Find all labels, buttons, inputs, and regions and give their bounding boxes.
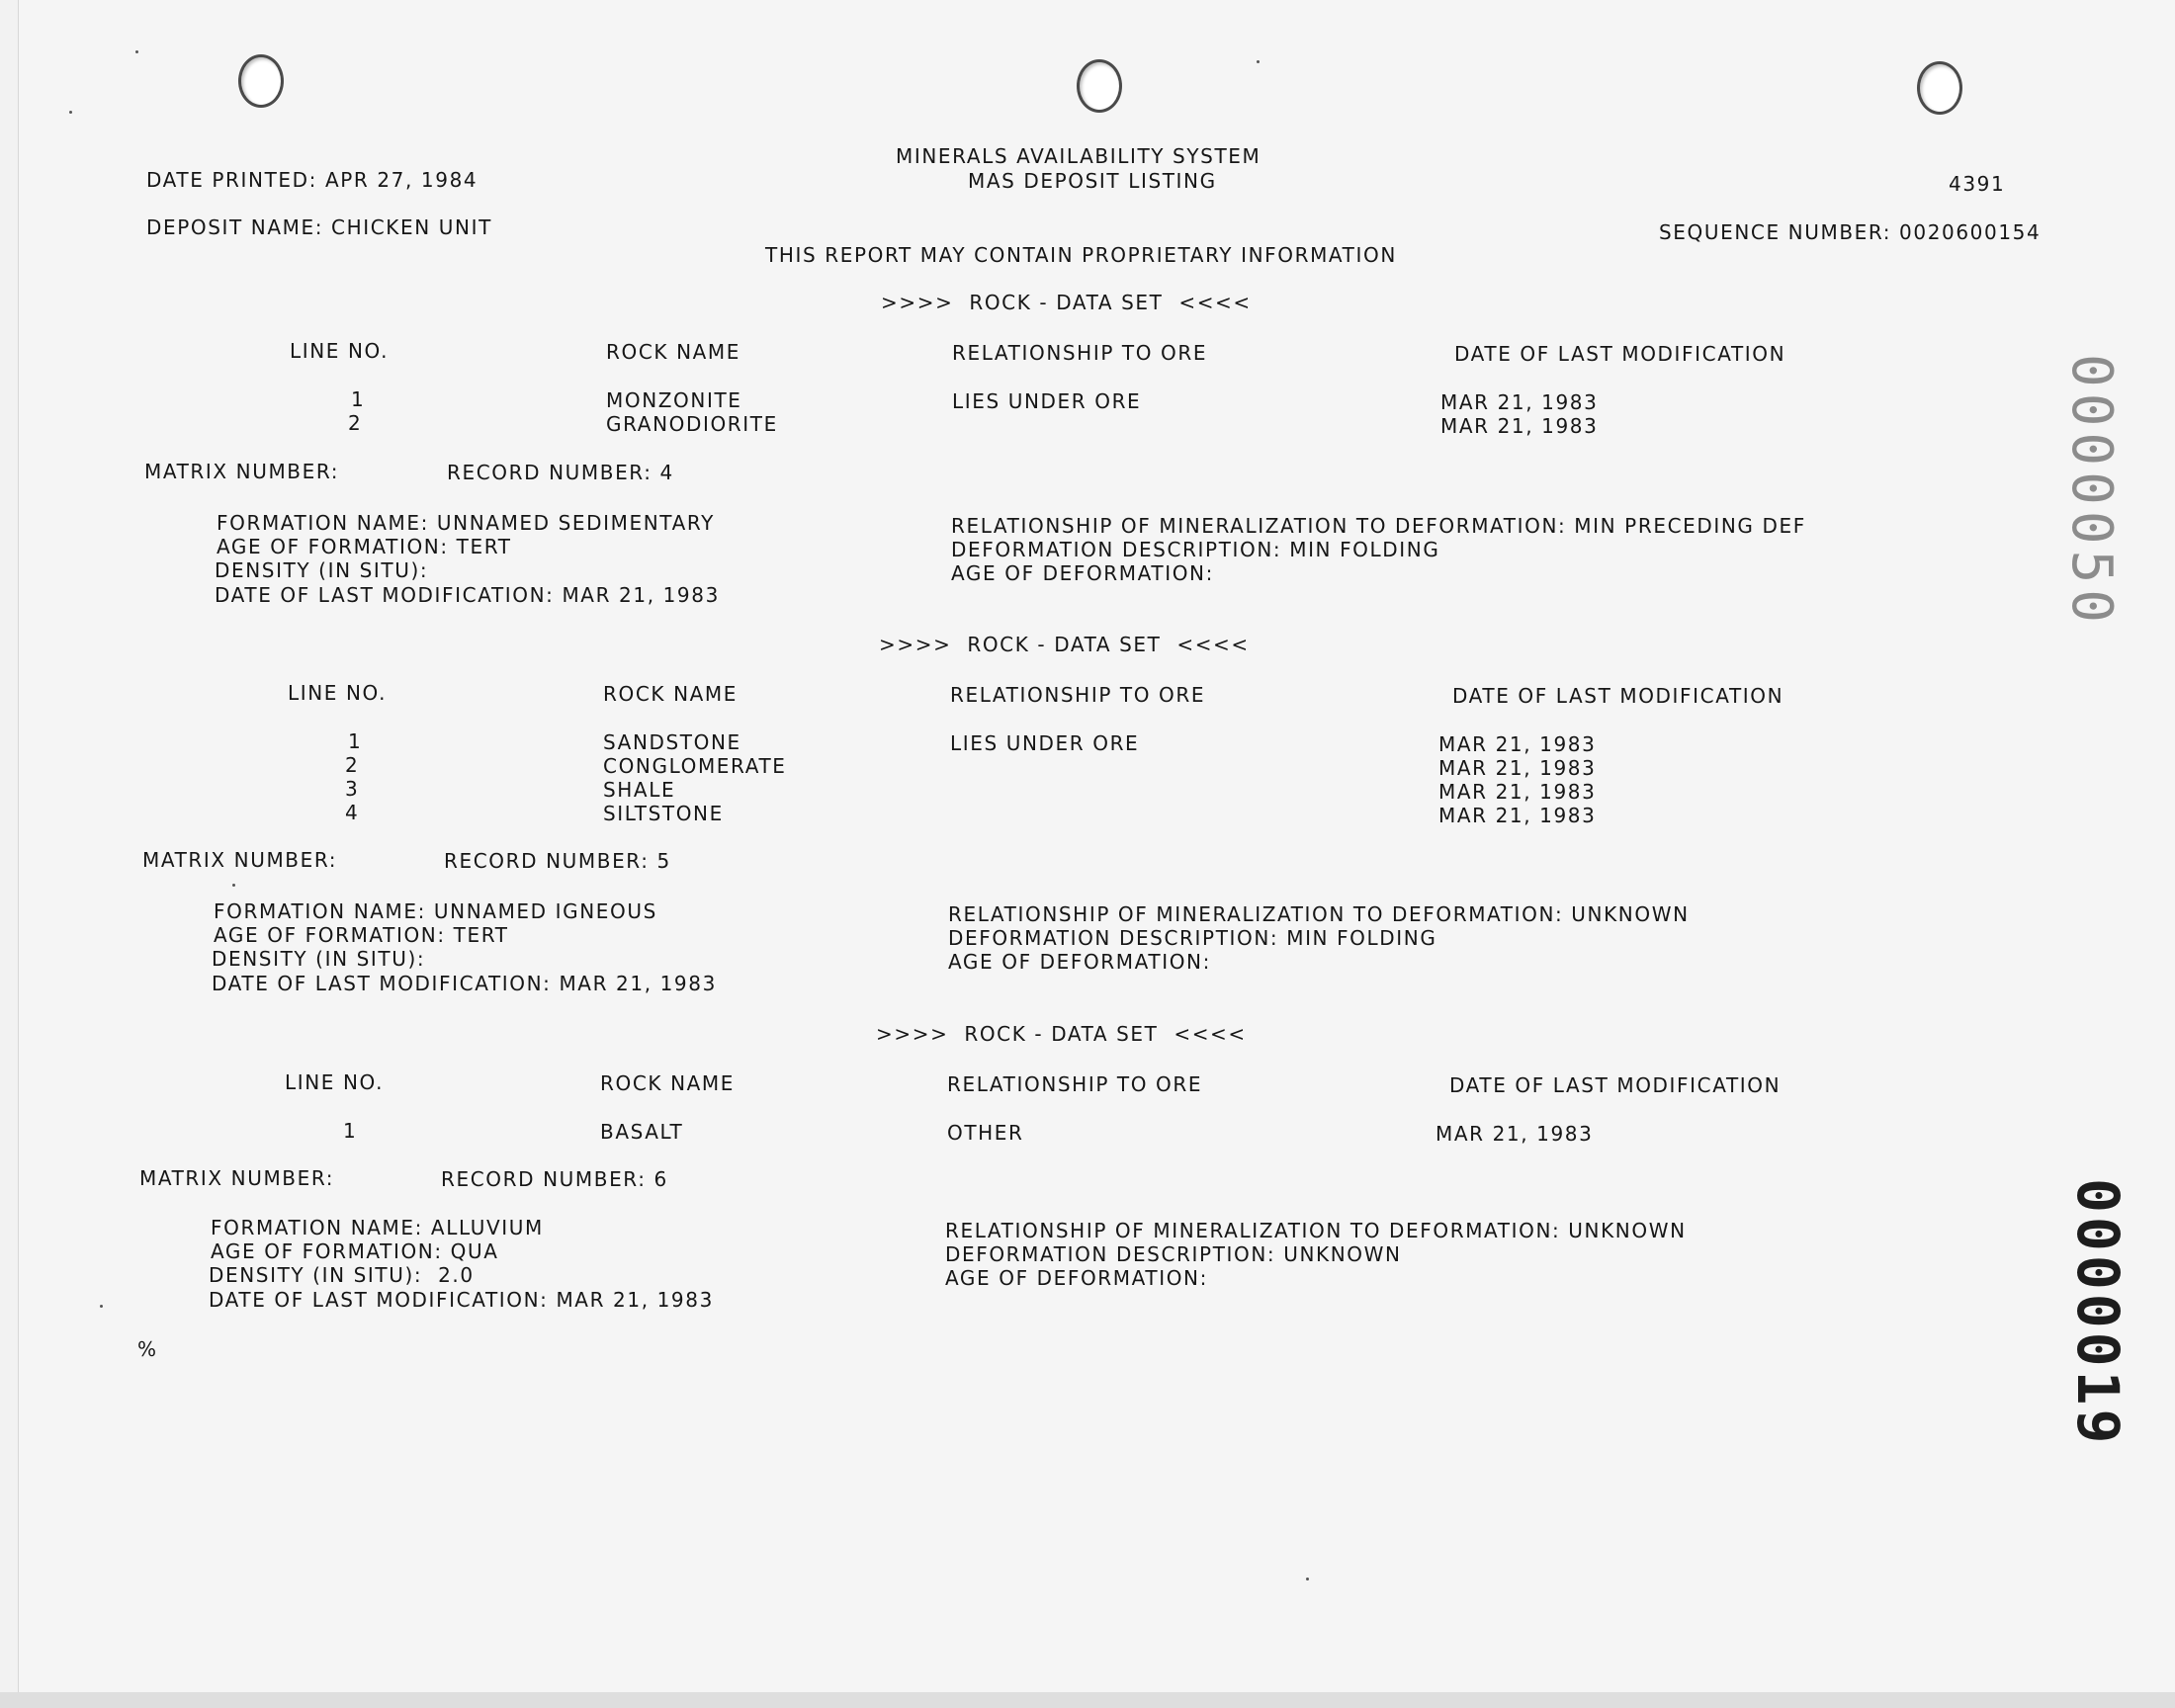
density-in-situ: DENSITY (IN SITU): <box>212 947 426 971</box>
column-header-line-no: LINE NO. <box>288 681 388 705</box>
page-bottom-edge <box>0 1692 2175 1708</box>
deformation-description: DEFORMATION DESCRIPTION: MIN FOLDING <box>951 538 1440 561</box>
column-header-rock-name: ROCK NAME <box>600 1071 736 1095</box>
binder-hole-center <box>1077 59 1122 113</box>
age-of-formation: AGE OF FORMATION: QUA <box>211 1239 499 1263</box>
binder-hole-left <box>238 54 284 108</box>
table-cell-relationship: OTHER <box>947 1121 1024 1145</box>
table-cell-rock: GRANODIORITE <box>606 412 778 436</box>
section-title: >>>> ROCK - DATA SET <<<< <box>876 1022 1247 1046</box>
formation-date-mod: DATE OF LAST MODIFICATION: MAR 21, 1983 <box>209 1288 714 1312</box>
column-header-relationship: RELATIONSHIP TO ORE <box>947 1072 1203 1096</box>
paper-speck <box>232 884 235 887</box>
age-of-deformation: AGE OF DEFORMATION: <box>945 1266 1208 1290</box>
table-cell-date: MAR 21, 1983 <box>1438 756 1597 780</box>
section-title: >>>> ROCK - DATA SET <<<< <box>879 633 1250 656</box>
column-header-date-mod: DATE OF LAST MODIFICATION <box>1452 684 1784 708</box>
paper-speck <box>100 1305 103 1308</box>
table-cell-rock: BASALT <box>600 1120 684 1144</box>
formation-name: FORMATION NAME: ALLUVIUM <box>211 1216 544 1239</box>
formation-name: FORMATION NAME: UNNAMED IGNEOUS <box>214 899 657 923</box>
paper-speck <box>69 111 72 114</box>
table-cell-line: 4 <box>345 801 360 824</box>
column-header-line-no: LINE NO. <box>285 1070 385 1094</box>
paper-speck <box>1306 1578 1309 1580</box>
table-cell-line: 1 <box>343 1119 358 1143</box>
column-header-relationship: RELATIONSHIP TO ORE <box>950 683 1206 707</box>
system-title: MINERALS AVAILABILITY SYSTEM <box>896 144 1262 168</box>
paper-speck <box>1257 60 1260 63</box>
table-cell-rock: SILTSTONE <box>603 802 724 825</box>
mineralization-relationship: RELATIONSHIP OF MINERALIZATION TO DEFORMATION: UNKNOWN <box>948 902 1690 926</box>
age-of-formation: AGE OF FORMATION: TERT <box>214 923 509 947</box>
age-of-formation: AGE OF FORMATION: TERT <box>217 535 512 558</box>
table-cell-date: MAR 21, 1983 <box>1438 732 1597 756</box>
table-cell-date: MAR 21, 1983 <box>1438 780 1597 804</box>
table-cell-line: 1 <box>348 729 363 753</box>
column-header-date-mod: DATE OF LAST MODIFICATION <box>1454 342 1786 366</box>
page-number: 4391 <box>1949 172 2006 196</box>
record-number: RECORD NUMBER: 4 <box>447 461 674 484</box>
formation-name: FORMATION NAME: UNNAMED SEDIMENTARY <box>217 511 715 535</box>
age-of-deformation: AGE OF DEFORMATION: <box>948 950 1211 974</box>
end-of-listing-marker: % <box>137 1337 158 1361</box>
frame-stamp-faint: 0000050 <box>2059 354 2124 630</box>
binder-hole-right <box>1917 61 1962 115</box>
mineralization-relationship: RELATIONSHIP OF MINERALIZATION TO DEFORMATION: UNKNOWN <box>945 1219 1687 1242</box>
table-cell-rock: SHALE <box>603 778 676 802</box>
table-cell-line: 3 <box>345 777 360 801</box>
age-of-deformation: AGE OF DEFORMATION: <box>951 561 1214 585</box>
column-header-rock-name: ROCK NAME <box>606 340 741 364</box>
table-cell-line: 1 <box>351 387 366 411</box>
matrix-number: MATRIX NUMBER: <box>142 848 338 872</box>
table-cell-relationship: LIES UNDER ORE <box>950 731 1140 755</box>
table-cell-date: MAR 21, 1983 <box>1440 390 1599 414</box>
deformation-description: DEFORMATION DESCRIPTION: MIN FOLDING <box>948 926 1437 950</box>
deformation-description: DEFORMATION DESCRIPTION: UNKNOWN <box>945 1242 1402 1266</box>
column-header-relationship: RELATIONSHIP TO ORE <box>952 341 1208 365</box>
density-in-situ: DENSITY (IN SITU): 2.0 <box>209 1263 475 1287</box>
frame-stamp-dark: 0000019 <box>2064 1178 2132 1448</box>
table-cell-relationship: LIES UNDER ORE <box>952 389 1142 413</box>
table-cell-date: MAR 21, 1983 <box>1440 414 1599 438</box>
table-cell-line: 2 <box>345 753 360 777</box>
table-cell-rock: MONZONITE <box>606 388 742 412</box>
table-cell-date: MAR 21, 1983 <box>1436 1122 1594 1146</box>
column-header-rock-name: ROCK NAME <box>603 682 739 706</box>
paper-speck <box>135 50 138 53</box>
formation-date-mod: DATE OF LAST MODIFICATION: MAR 21, 1983 <box>215 583 720 607</box>
mineralization-relationship: RELATIONSHIP OF MINERALIZATION TO DEFORMATION: MIN PRECEDING DEF <box>951 514 1806 538</box>
table-cell-rock: SANDSTONE <box>603 730 741 754</box>
matrix-number: MATRIX NUMBER: <box>139 1166 335 1190</box>
section-title: >>>> ROCK - DATA SET <<<< <box>881 291 1252 314</box>
record-number: RECORD NUMBER: 5 <box>444 849 671 873</box>
date-printed: DATE PRINTED: APR 27, 1984 <box>146 168 478 192</box>
table-cell-date: MAR 21, 1983 <box>1438 804 1597 827</box>
column-header-date-mod: DATE OF LAST MODIFICATION <box>1449 1073 1782 1097</box>
sequence-number: SEQUENCE NUMBER: 0020600154 <box>1659 220 2042 244</box>
matrix-number: MATRIX NUMBER: <box>144 460 340 483</box>
table-cell-line: 2 <box>348 411 363 435</box>
table-cell-rock: CONGLOMERATE <box>603 754 787 778</box>
record-number: RECORD NUMBER: 6 <box>441 1167 668 1191</box>
column-header-line-no: LINE NO. <box>290 339 390 363</box>
listing-title: MAS DEPOSIT LISTING <box>968 169 1217 193</box>
proprietary-notice: THIS REPORT MAY CONTAIN PROPRIETARY INFORMATION <box>765 243 1397 267</box>
deposit-name: DEPOSIT NAME: CHICKEN UNIT <box>146 215 492 239</box>
density-in-situ: DENSITY (IN SITU): <box>215 558 429 582</box>
formation-date-mod: DATE OF LAST MODIFICATION: MAR 21, 1983 <box>212 972 717 995</box>
